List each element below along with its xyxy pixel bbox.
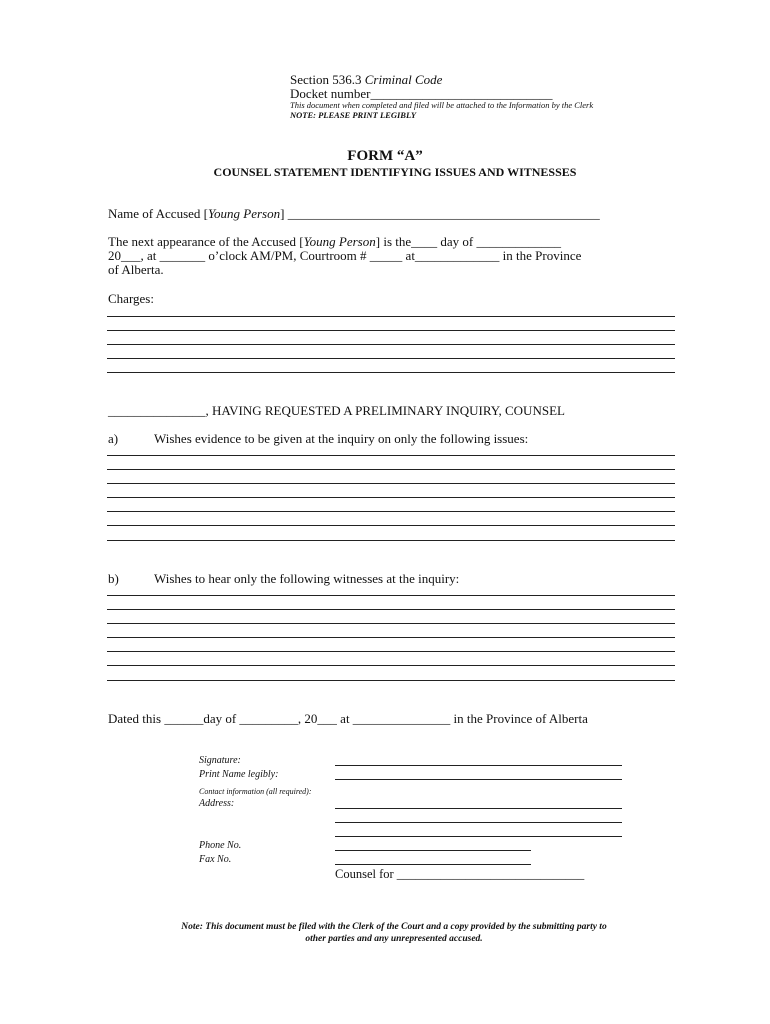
signature-field[interactable] (335, 765, 622, 766)
section-reference: Section 536.3 Criminal Code (290, 72, 443, 87)
fax-field[interactable] (335, 864, 531, 865)
witnesses-line[interactable] (107, 680, 675, 681)
issues-line[interactable] (107, 540, 675, 541)
issues-line[interactable] (107, 525, 675, 526)
address-field[interactable] (335, 836, 622, 837)
counsel-for-field[interactable]: Counsel for ______________________________ (335, 867, 585, 881)
form-title: FORM “A” (347, 148, 423, 164)
filing-note-line-1: Note: This document must be filed with the Clerk of the Court and a copy provided by the submitting party to (181, 922, 607, 932)
issues-line[interactable] (107, 469, 675, 470)
appearance-line-1[interactable]: The next appearance of the Accused [Young Person] is the____ day of _____________ (108, 234, 561, 249)
item-b-text: Wishes to hear only the following witnesses at the inquiry: (154, 571, 460, 586)
witnesses-line[interactable] (107, 595, 675, 596)
witnesses-line[interactable] (107, 665, 675, 666)
attach-note: This document when completed and filed will be attached to the Information by the Clerk (290, 100, 594, 110)
fax-label: Fax No. (199, 854, 232, 865)
filing-note (108, 921, 680, 945)
item-a-marker: a) (108, 431, 119, 446)
phone-field[interactable] (335, 850, 531, 851)
print-name-label: Print Name legibly: (199, 769, 279, 780)
address-field[interactable] (335, 808, 622, 809)
charges-label: Charges: (108, 291, 154, 306)
issues-line[interactable] (107, 511, 675, 512)
item-b-marker: b) (108, 571, 119, 586)
issues-line[interactable] (107, 455, 675, 456)
docket-number-field[interactable]: Docket number____________________________ (290, 86, 553, 101)
appearance-line-2[interactable]: 20___, at _______ o’clock AM/PM, Courtroom # _____ at_____________ in the Province (108, 248, 582, 263)
witnesses-line[interactable] (107, 651, 675, 652)
print-name-field[interactable] (335, 779, 622, 780)
contact-info-label: Contact information (all required): (199, 787, 312, 796)
charges-line[interactable] (107, 372, 675, 373)
phone-label: Phone No. (199, 840, 242, 851)
item-a-text: Wishes evidence to be given at the inquiry on only the following issues: (154, 431, 529, 446)
counsel-request-statement[interactable]: _______________, HAVING REQUESTED A PRELIMINARY INQUIRY, COUNSEL (108, 403, 565, 418)
address-field[interactable] (335, 822, 622, 823)
issues-line[interactable] (107, 483, 675, 484)
witnesses-line[interactable] (107, 637, 675, 638)
dated-line[interactable]: Dated this ______day of _________, 20___ at _______________ in the Province of Alberta (108, 711, 588, 726)
print-note: NOTE: PLEASE PRINT LEGIBLY (290, 110, 417, 120)
accused-name-field[interactable]: Name of Accused [Young Person] ________________________________________________ (108, 206, 600, 221)
charges-line[interactable] (107, 344, 675, 345)
appearance-line-3: of Alberta. (108, 262, 164, 277)
filing-note-line-2: other parties and any unrepresented accused. (305, 934, 483, 944)
form-subtitle: COUNSEL STATEMENT IDENTIFYING ISSUES AND WITNESSES (213, 165, 577, 179)
address-label: Address: (199, 798, 235, 809)
charges-line[interactable] (107, 330, 675, 331)
charges-line[interactable] (107, 316, 675, 317)
signature-label: Signature: (199, 755, 241, 766)
witnesses-line[interactable] (107, 609, 675, 610)
charges-line[interactable] (107, 358, 675, 359)
witnesses-line[interactable] (107, 623, 675, 624)
issues-line[interactable] (107, 497, 675, 498)
